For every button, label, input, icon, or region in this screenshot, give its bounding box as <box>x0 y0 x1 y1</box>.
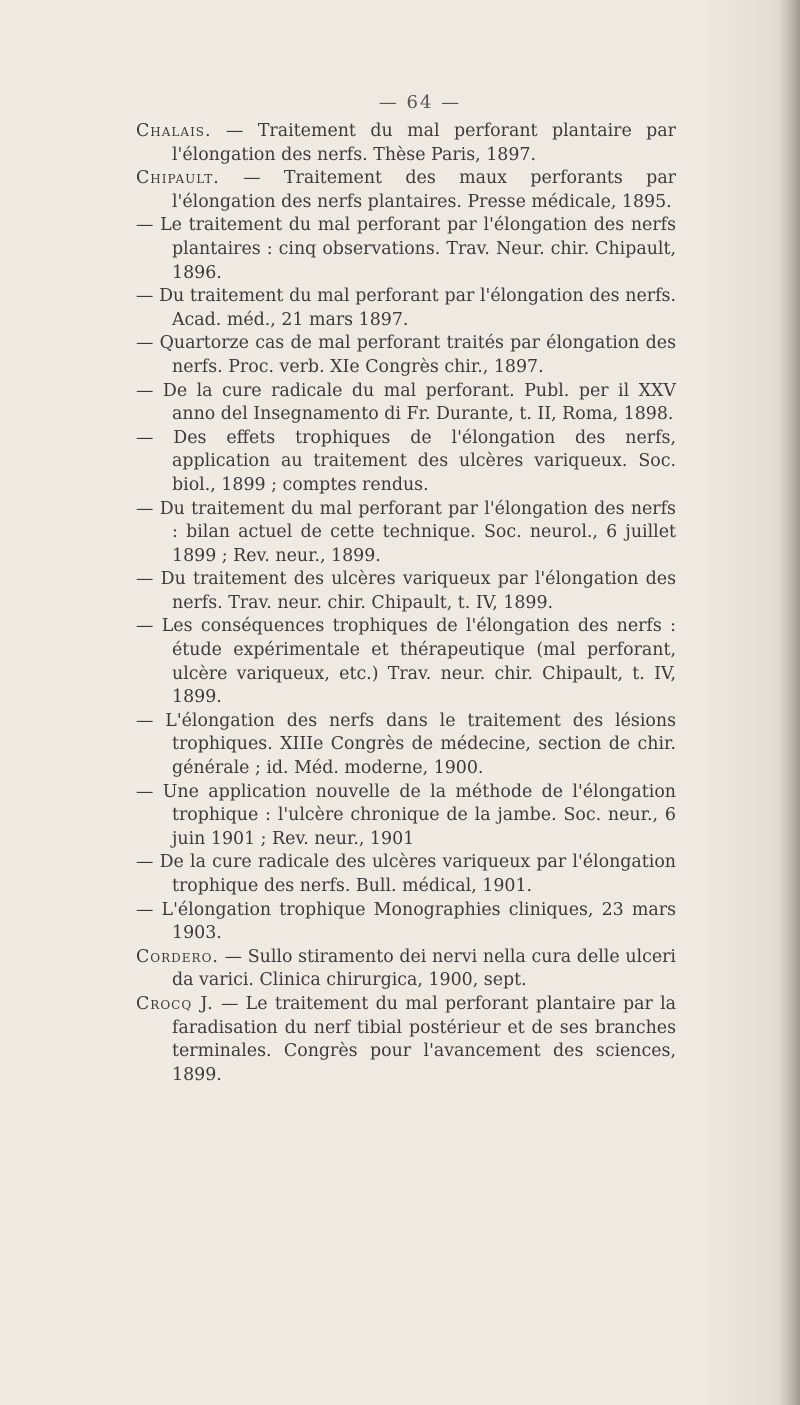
entry-text: — Une application nouvelle de la méthode de l'élongation trophique : l'ulcère chronique de la jambe. Soc. neur., 6 juin 1901 ; Rev. neur., 1901 <box>136 781 676 849</box>
bibliography-entry <box>136 380 676 427</box>
entry-text: — Du traitement du mal perforant par l'élongation des nerfs : bilan actuel de cette technique. Soc. neurol., 6 juillet 1899 ; Rev. neur., 1899. <box>136 498 676 566</box>
entry-text: — De la cure radicale des ulcères variqueux par l'élongation trophique des nerfs. Bull. médical, 1901. <box>136 852 676 896</box>
entry-text: — Des effets trophiques de l'élongation des nerfs, application au traitement des ulcères variqueux. Soc. biol., 1899 ; comptes rendus. <box>136 427 676 495</box>
entry-text: — Le traitement du mal perforant plantaire par la faradisation du nerf tibial postérieur et de ses branches terminales. Congrès pour l'avancement des sciences, 1899. <box>172 993 676 1085</box>
bibliography-entry <box>136 615 676 709</box>
bibliography-entry <box>136 167 676 214</box>
bibliography-entry <box>136 332 676 379</box>
entry-text: — Le traitement du mal perforant par l'élongation des nerfs plantaires : cinq observations. Trav. Neur. chir. Chipault, 1896. <box>136 215 676 283</box>
entry-text: — L'élongation des nerfs dans le traitement des lésions trophiques. XIIIe Congrès de médecine, section de chir. générale ; id. Méd. moderne, 1900. <box>136 710 676 779</box>
entry-text: — Quartorze cas de mal perforant traités par élongation des nerfs. Proc. verb. XIe Congrès chir., 1897. <box>136 333 676 377</box>
entry-text: — Traitement des maux perforants par l'élongation des nerfs plantaires. Presse médicale, 1895. <box>172 168 676 212</box>
bibliography-entry <box>136 568 676 615</box>
bibliography-list <box>136 120 676 1087</box>
entry-author: Chalais. <box>136 121 212 141</box>
bibliography-entry <box>136 120 676 167</box>
bibliography-entry <box>136 214 676 285</box>
bibliography-entry <box>136 946 676 993</box>
bibliography-entry <box>136 899 676 946</box>
entry-text: — L'élongation trophique Monographies cliniques, 23 mars 1903. <box>136 899 676 944</box>
bibliography-entry <box>136 993 676 1087</box>
page-binding-shadow <box>778 0 800 1405</box>
page-number: — 64 — <box>378 92 462 113</box>
bibliography-entry <box>136 851 676 898</box>
entry-author: Crocq J. <box>136 993 214 1014</box>
bibliography-entry <box>136 427 676 498</box>
bibliography-entry <box>136 710 676 781</box>
entry-text: — Du traitement du mal perforant par l'élongation des nerfs. Acad. méd., 21 mars 1897. <box>136 286 676 330</box>
entry-text: — Traitement du mal perforant plantaire par l'élongation des nerfs. Thèse Paris, 1897. <box>172 121 676 165</box>
bibliography-entry <box>136 781 676 852</box>
entry-text: — Les conséquences trophiques de l'élongation des nerfs : étude expérimentale et thérapeutique (mal perforant, ulcère variqueux, etc.) Trav. neur. chir. Chipault, t. IV, 1899. <box>136 616 676 708</box>
entry-author: Cordero. <box>136 946 219 967</box>
bibliography-entry <box>136 498 676 569</box>
bibliography-entry <box>136 285 676 332</box>
entry-author: Chipault. <box>136 168 220 189</box>
entry-text: — De la cure radicale du mal perforant. Publ. per il XXV anno del Insegnamento di Fr. Durante, t. II, Roma, 1898. <box>136 380 676 425</box>
entry-text: — Sullo stiramento dei nervi nella cura delle ulceri da varici. Clinica chirurgica, 1900, sept. <box>172 946 676 991</box>
entry-text: — Du traitement des ulcères variqueux par l'élongation des nerfs. Trav. neur. chir. Chipault, t. IV, 1899. <box>136 569 676 613</box>
